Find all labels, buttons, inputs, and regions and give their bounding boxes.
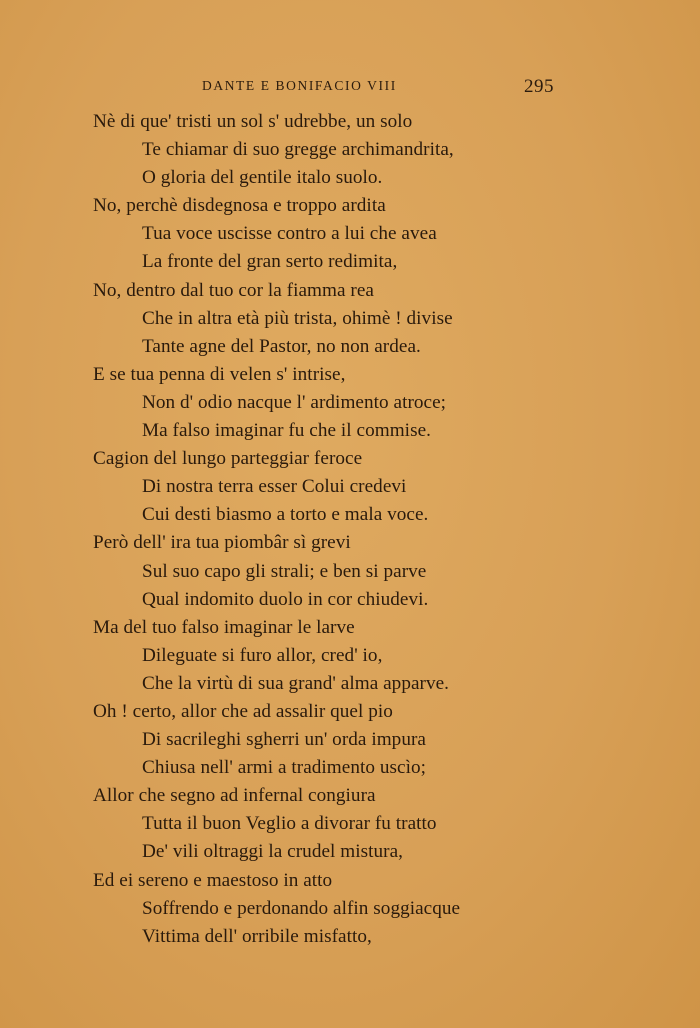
verse-line: Dileguate si furo allor, cred' io, [142, 644, 383, 666]
verse-line: Ed ei sereno e maestoso in atto [93, 869, 333, 891]
verse-line: Che in altra età più trista, ohimè ! divise [142, 307, 453, 329]
verse-line: Te chiamar di suo gregge archimandrita, [142, 139, 454, 161]
verse-line: Non d' odio nacque l' ardimento atroce; [142, 391, 447, 413]
verse-line: No, dentro dal tuo cor la fiamma rea [93, 279, 374, 301]
stanza [93, 192, 673, 276]
verse-line: Tua voce uscisse contro a lui che avea [142, 223, 437, 245]
verse-line: Però dell' ira tua piombâr sì grevi [93, 532, 351, 554]
verse-line: Tante agne del Pastor, no non ardea. [142, 335, 421, 357]
stanza [93, 108, 673, 192]
verse-line: Allor che segno ad infernal congiura [93, 785, 376, 807]
verse-line: Che la virtù di sua grand' alma apparve. [142, 672, 450, 694]
verse-line: Nè di que' tristi un sol s' udrebbe, un solo [93, 111, 413, 132]
stanza [93, 445, 673, 529]
verse-line: O gloria del gentile italo suolo. [142, 167, 383, 189]
verse-line: De' vili oltraggi la crudel mistura, [142, 841, 404, 863]
stanza [93, 361, 673, 445]
poem-body [93, 108, 673, 951]
verse-line: E se tua penna di velen s' intrise, [93, 363, 346, 385]
stanza [93, 782, 673, 866]
verse-line: Cui desti biasmo a torto e mala voce. [142, 504, 429, 526]
verse-line: Cagion del lungo parteggiar feroce [93, 448, 363, 470]
verse-line: Tutta il buon Veglio a divorar fu tratto [142, 813, 437, 835]
verse-line: Di nostra terra esser Colui credevi [142, 476, 407, 498]
page-header [0, 76, 700, 100]
verse-line: Sul suo capo gli strali; e ben si parve [142, 560, 427, 582]
page-number: 295 [524, 76, 554, 97]
verse-line: Qual indomito duolo in cor chiudevi. [142, 588, 429, 610]
stanza [93, 277, 673, 361]
stanza [93, 867, 673, 951]
stanza [93, 698, 673, 782]
verse-line: Ma falso imaginar fu che il commise. [142, 420, 431, 442]
stanza [93, 529, 673, 613]
verse-line: Ma del tuo falso imaginar le larve [93, 616, 355, 638]
verse-line: Chiusa nell' armi a tradimento uscìo; [142, 757, 426, 779]
verse-line: Vittima dell' orribile misfatto, [142, 925, 372, 947]
stanza [93, 614, 673, 698]
verse-line: La fronte del gran serto redimita, [142, 251, 398, 273]
verse-line: No, perchè disdegnosa e troppo ardita [93, 195, 386, 217]
verse-line: Oh ! certo, allor che ad assalir quel pio [93, 700, 393, 722]
running-head: DANTE E BONIFACIO VIII [202, 78, 397, 93]
verse-line: Soffrendo e perdonando alfin soggiacque [142, 897, 461, 919]
verse-line: Di sacrileghi sgherri un' orda impura [142, 729, 426, 751]
